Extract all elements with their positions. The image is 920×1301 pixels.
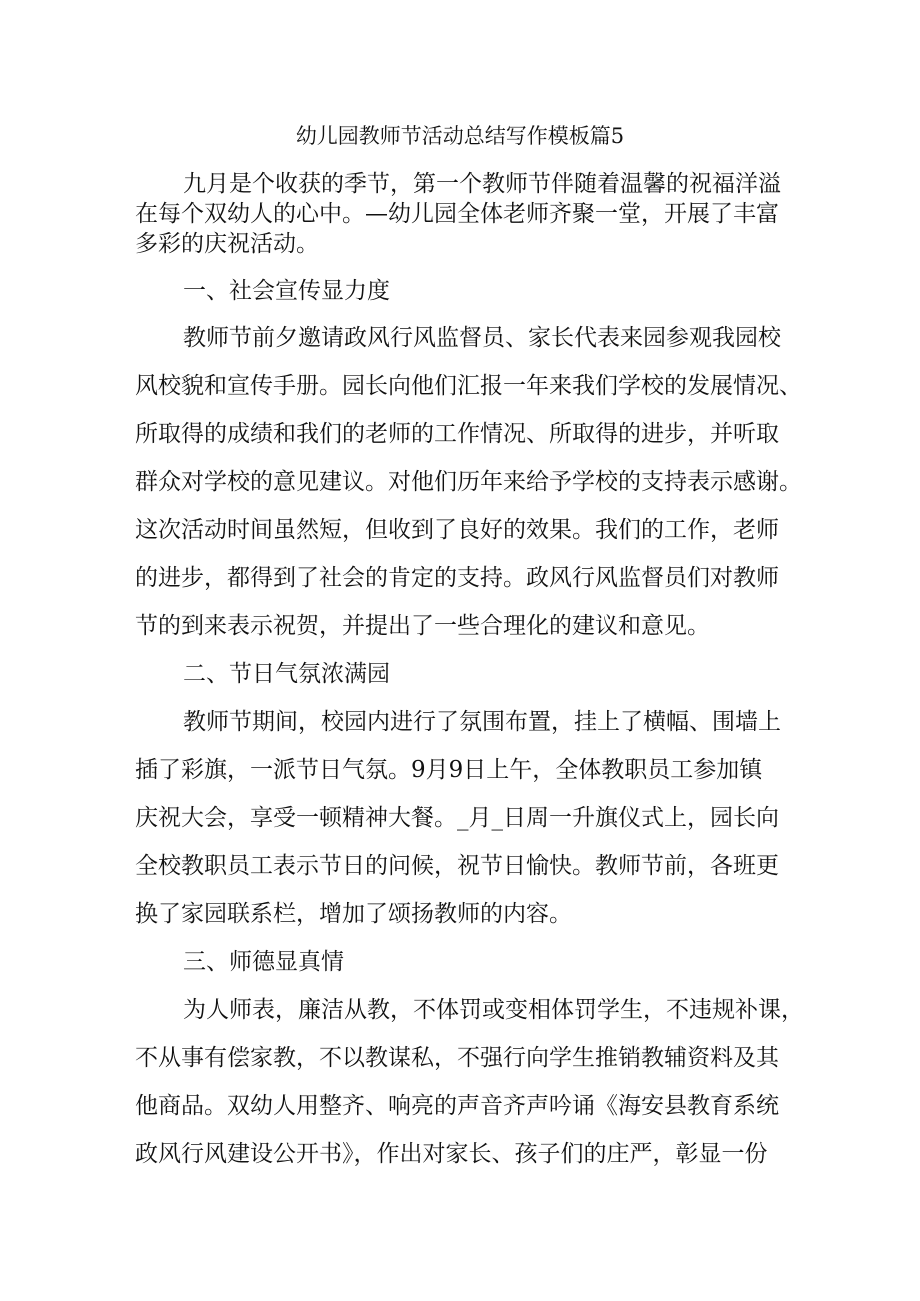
document-title: 幼儿园教师节活动总结写作模板篇5 — [295, 124, 625, 148]
paragraph-line: 换了家园联系栏，增加了颂扬教师的内容。 — [135, 901, 572, 927]
paragraph-line: 为人师表，廉洁从教，不体罚或变相体罚学生，不违规补课， — [183, 997, 804, 1023]
intro-line: 多彩的庆祝活动。 — [135, 231, 319, 257]
paragraph-line: 他商品。双幼人用整齐、响亮的声音齐声吟诵《海安县教育系统 — [135, 1093, 779, 1119]
intro-line: 在每个双幼人的心中。—幼儿园全体老师齐聚一堂，开展了丰富 — [135, 201, 779, 227]
paragraph-line: 庆祝大会，享受一顿精神大餐。_月_日周一升旗仪式上，园长向 — [135, 805, 779, 831]
paragraph-line: 风校貌和宣传手册。园长向他们汇报一年来我们学校的发展情况、 — [135, 373, 802, 399]
paragraph-line: 全校教职员工表示节日的问候，祝节日愉快。教师节前，各班更 — [135, 853, 779, 879]
paragraph-line: 教师节期间，校园内进行了氛围布置，挂上了横幅、围墙上 — [183, 709, 781, 735]
paragraph-line: 插了彩旗，一派节日气氛。9月9日上午，全体教职员工参加镇 — [135, 757, 763, 783]
paragraph-line: 教师节前夕邀请政风行风监督员、家长代表来园参观我园校 — [183, 325, 781, 351]
paragraph-line: 政风行风建设公开书》，作出对家长、孩子们的庄严，彰显一份 — [135, 1141, 768, 1167]
section-heading: 一、社会宣传显力度 — [183, 278, 390, 304]
paragraph-line: 节的到来表示祝贺，并提出了一些合理化的建议和意见。 — [135, 613, 710, 639]
paragraph-line: 所取得的成绩和我们的老师的工作情况、所取得的进步，并听取 — [135, 421, 779, 447]
intro-line: 九月是个收获的季节，第一个教师节伴随着温馨的祝福洋溢 — [183, 171, 781, 197]
paragraph-line: 群众对学校的意见建议。对他们历年来给予学校的支持表示感谢。 — [135, 469, 802, 495]
section-heading: 三、师德显真情 — [183, 949, 344, 975]
paragraph-line: 不从事有偿家教，不以教谋私，不强行向学生推销教辅资料及其 — [135, 1045, 779, 1071]
paragraph-line: 的进步，都得到了社会的肯定的支持。政风行风监督员们对教师 — [135, 565, 779, 591]
section-heading: 二、节日气氛浓满园 — [183, 661, 390, 687]
paragraph-line: 这次活动时间虽然短，但收到了良好的效果。我们的工作，老师 — [135, 517, 779, 543]
